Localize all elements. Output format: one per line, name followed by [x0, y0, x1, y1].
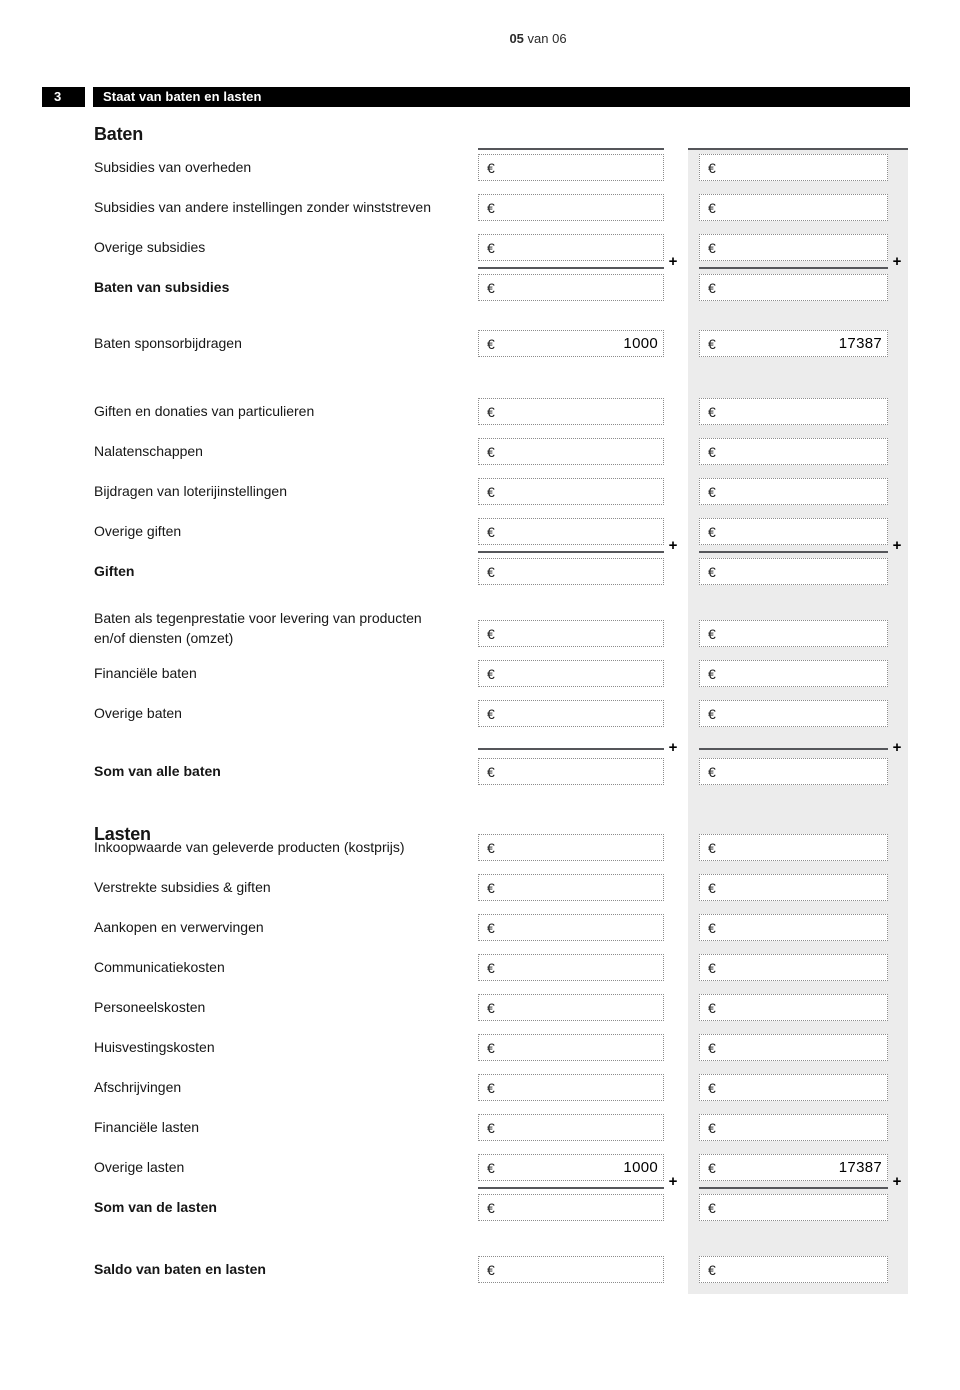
- amount-field-col1[interactable]: [478, 700, 664, 727]
- row-label: Nalatenschappen: [94, 443, 203, 459]
- euro-symbol: €: [487, 443, 495, 460]
- row-label: Communicatiekosten: [94, 959, 225, 975]
- amount-field-col2[interactable]: [699, 954, 888, 981]
- euro-symbol: €: [708, 403, 716, 420]
- euro-symbol: €: [708, 239, 716, 256]
- row-label: Inkoopwaarde van geleverde producten (kostprijs): [94, 839, 405, 855]
- euro-symbol: €: [487, 563, 495, 580]
- amount-field-col1[interactable]: [478, 660, 664, 687]
- plus-icon: +: [892, 253, 902, 270]
- page-indicator: [458, 31, 618, 46]
- sum-line: [699, 267, 888, 269]
- euro-symbol: €: [708, 1079, 716, 1096]
- euro-symbol: €: [487, 1039, 495, 1056]
- euro-symbol: €: [708, 705, 716, 722]
- row-label: Verstrekte subsidies & giften: [94, 879, 271, 895]
- row-label: Giften en donaties van particulieren: [94, 403, 315, 419]
- row-label: Som van de lasten: [94, 1199, 217, 1215]
- amount-field-col2[interactable]: [699, 194, 888, 221]
- page-number-current: 05: [509, 31, 524, 46]
- amount-field-col2[interactable]: [699, 1194, 888, 1221]
- row-label: Aankopen en verwervingen: [94, 919, 264, 935]
- euro-symbol: €: [708, 159, 716, 176]
- amount-field-col1[interactable]: [478, 1194, 664, 1221]
- amount-field-col1[interactable]: [478, 994, 664, 1021]
- euro-symbol: €: [487, 919, 495, 936]
- amount-field-col2[interactable]: [699, 558, 888, 585]
- amount-field-col2[interactable]: [699, 620, 888, 647]
- row-label: Baten sponsorbijdragen: [94, 335, 242, 351]
- amount-field-col2[interactable]: [699, 1074, 888, 1101]
- amount-field-col2[interactable]: [699, 1034, 888, 1061]
- euro-symbol: €: [487, 625, 495, 642]
- amount-field-col1[interactable]: [478, 194, 664, 221]
- amount-field-col1[interactable]: [478, 1114, 664, 1141]
- row-label: Overige subsidies: [94, 239, 206, 255]
- euro-symbol: €: [708, 1159, 716, 1176]
- heading-baten: Baten: [94, 124, 144, 144]
- plus-icon: +: [892, 739, 902, 756]
- sum-line: [699, 748, 888, 750]
- amount-field-col2[interactable]: [699, 518, 888, 545]
- row-label: Subsidies van andere instellingen zonder winststreven: [94, 199, 431, 215]
- euro-symbol: €: [708, 199, 716, 216]
- euro-symbol: €: [487, 403, 495, 420]
- row-label: [94, 608, 476, 648]
- amount-field-col1[interactable]: [478, 1074, 664, 1101]
- sum-line: [699, 1187, 888, 1189]
- row-label: Personeelskosten: [94, 999, 206, 1015]
- euro-symbol: €: [487, 839, 495, 856]
- amount-value: 17387: [838, 335, 882, 352]
- amount-field-col1[interactable]: [478, 954, 664, 981]
- euro-symbol: €: [487, 523, 495, 540]
- row-label: Overige baten: [94, 705, 182, 721]
- euro-symbol: €: [487, 1261, 495, 1278]
- row-label: Huisvestingskosten: [94, 1039, 215, 1055]
- euro-symbol: €: [487, 665, 495, 682]
- amount-field-col1[interactable]: [478, 1154, 664, 1181]
- sum-line: [478, 1187, 664, 1189]
- euro-symbol: €: [708, 279, 716, 296]
- amount-field-col2[interactable]: [699, 438, 888, 465]
- euro-symbol: €: [487, 1079, 495, 1096]
- euro-symbol: €: [487, 763, 495, 780]
- sum-line: [699, 551, 888, 553]
- euro-symbol: €: [708, 763, 716, 780]
- euro-symbol: €: [708, 665, 716, 682]
- row-label: Giften: [94, 563, 135, 579]
- amount-field-col1[interactable]: [478, 558, 664, 585]
- euro-symbol: €: [487, 879, 495, 896]
- amount-field-col1[interactable]: [478, 1256, 664, 1283]
- plus-icon: +: [892, 537, 902, 554]
- amount-field-col1[interactable]: [478, 1034, 664, 1061]
- euro-symbol: €: [708, 959, 716, 976]
- sum-line: [478, 748, 664, 750]
- euro-symbol: €: [708, 625, 716, 642]
- euro-symbol: €: [487, 335, 495, 352]
- amount-field-col1[interactable]: [478, 834, 664, 861]
- euro-symbol: €: [708, 335, 716, 352]
- amount-field-col2[interactable]: [699, 274, 888, 301]
- left-column-top-line: [478, 148, 664, 150]
- euro-symbol: €: [708, 563, 716, 580]
- plus-icon: +: [892, 1173, 902, 1190]
- amount-field-col2[interactable]: [699, 154, 888, 181]
- euro-symbol: €: [487, 1119, 495, 1136]
- amount-field-col1[interactable]: [478, 274, 664, 301]
- euro-symbol: €: [708, 919, 716, 936]
- amount-field-col1[interactable]: [478, 154, 664, 181]
- plus-icon: +: [668, 537, 678, 554]
- euro-symbol: €: [708, 1199, 716, 1216]
- amount-field-col1[interactable]: [478, 330, 664, 357]
- amount-field-col2[interactable]: [699, 330, 888, 357]
- amount-field-col2[interactable]: [699, 874, 888, 901]
- amount-field-col1[interactable]: [478, 478, 664, 505]
- amount-field-col2[interactable]: [699, 398, 888, 425]
- amount-field-col2[interactable]: [699, 834, 888, 861]
- plus-icon: +: [668, 253, 678, 270]
- amount-field-col2[interactable]: [699, 1256, 888, 1283]
- amount-field-col1[interactable]: [478, 620, 664, 647]
- row-label: Baten van subsidies: [94, 279, 230, 295]
- sum-line: [478, 551, 664, 553]
- row-label-line2: en/of diensten (omzet): [94, 630, 234, 646]
- amount-field-col1[interactable]: [478, 914, 664, 941]
- row-label: Saldo van baten en lasten: [94, 1261, 266, 1277]
- euro-symbol: €: [487, 239, 495, 256]
- amount-field-col2[interactable]: [699, 700, 888, 727]
- euro-symbol: €: [708, 483, 716, 500]
- euro-symbol: €: [487, 199, 495, 216]
- euro-symbol: €: [487, 999, 495, 1016]
- euro-symbol: €: [708, 1119, 716, 1136]
- euro-symbol: €: [708, 879, 716, 896]
- euro-symbol: €: [487, 705, 495, 722]
- amount-field-col1[interactable]: [478, 518, 664, 545]
- euro-symbol: €: [708, 523, 716, 540]
- amount-field-col2[interactable]: [699, 994, 888, 1021]
- amount-field-col2[interactable]: [699, 478, 888, 505]
- amount-field-col1[interactable]: [478, 438, 664, 465]
- euro-symbol: €: [708, 1261, 716, 1278]
- plus-icon: +: [668, 1173, 678, 1190]
- amount-field-col1[interactable]: [478, 758, 664, 785]
- row-label: Overige giften: [94, 523, 182, 539]
- row-label: Afschrijvingen: [94, 1079, 182, 1095]
- page-number-total: van 06: [523, 31, 567, 46]
- euro-symbol: €: [708, 839, 716, 856]
- euro-symbol: €: [487, 159, 495, 176]
- plus-icon: +: [668, 739, 678, 756]
- amount-value: 1000: [623, 335, 658, 352]
- euro-symbol: €: [487, 959, 495, 976]
- amount-value: 1000: [623, 1159, 658, 1176]
- euro-symbol: €: [708, 1039, 716, 1056]
- row-label-line1: Baten als tegenprestatie voor levering van producten: [94, 610, 422, 626]
- section-title: Staat van baten en lasten: [93, 87, 910, 107]
- amount-field-col2[interactable]: [699, 660, 888, 687]
- euro-symbol: €: [487, 1159, 495, 1176]
- amount-field-col2[interactable]: [699, 1154, 888, 1181]
- euro-symbol: €: [708, 443, 716, 460]
- amount-field-col2[interactable]: [699, 758, 888, 785]
- amount-field-col1[interactable]: [478, 874, 664, 901]
- euro-symbol: €: [487, 279, 495, 296]
- amount-field-col1[interactable]: [478, 234, 664, 261]
- amount-field-col1[interactable]: [478, 398, 664, 425]
- amount-field-col2[interactable]: [699, 234, 888, 261]
- euro-symbol: €: [708, 999, 716, 1016]
- row-label: Som van alle baten: [94, 763, 221, 779]
- amount-field-col2[interactable]: [699, 914, 888, 941]
- row-label: Overige lasten: [94, 1159, 185, 1175]
- section-number: 3: [42, 87, 85, 107]
- amount-value: 17387: [838, 1159, 882, 1176]
- euro-symbol: €: [487, 1199, 495, 1216]
- row-label: Bijdragen van loterijinstellingen: [94, 483, 288, 499]
- heading-lasten: Lasten: [94, 824, 151, 844]
- sum-line: [478, 267, 664, 269]
- row-label: Subsidies van overheden: [94, 159, 252, 175]
- row-label: Financiële lasten: [94, 1119, 200, 1135]
- row-label: Financiële baten: [94, 665, 197, 681]
- euro-symbol: €: [487, 483, 495, 500]
- amount-field-col2[interactable]: [699, 1114, 888, 1141]
